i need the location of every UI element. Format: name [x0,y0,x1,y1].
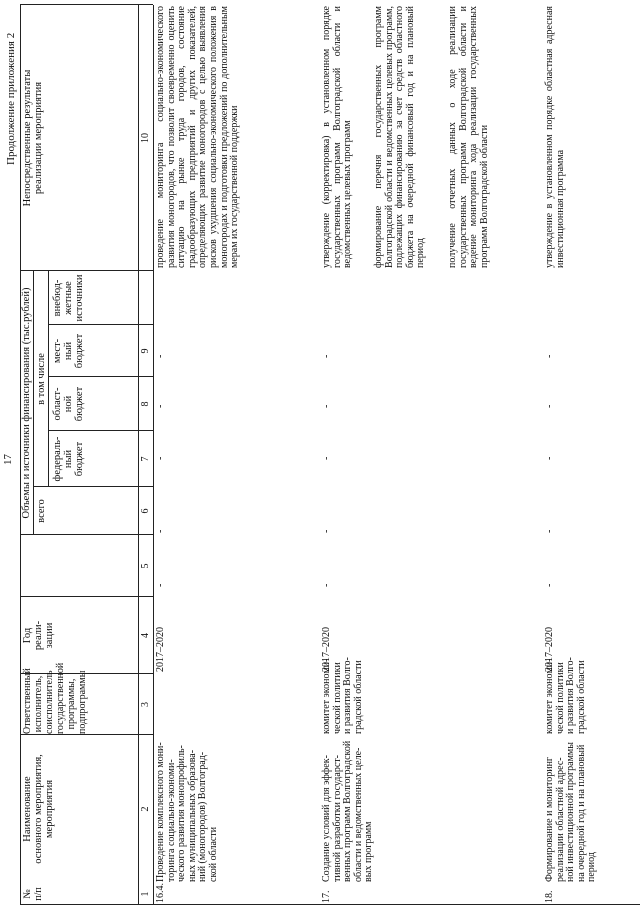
incl-sub-border [48,271,49,487]
row-result: формирование перечня государственных программ Волгоградской области и ведомственных целевых программ, подлежащих финансированию за счет средств областного бюджета на очередной финансовый год и на плановый период [373,6,427,268]
row-year: 2017–2020 [155,627,166,672]
row-result: проведение мониторинга социально-экономического развития моногородов, что позволит своевременно оценить ситуацию на рынке труда городов, состояние градообразующих предприятий и других показателей, определяющих развитие моногородов с целью выявления рисков ухудшения социально-экономического положения в моногородах и подготовки предложений по дополнительным мерам их государственной поддержки [155,6,241,268]
row-offbudget: - [544,354,555,358]
row-local: - [321,404,332,408]
row-federal: - [321,529,332,533]
page-number: 17 [2,454,14,465]
header-local: мест- ный бюджет [52,333,85,369]
col-number-10: 10 [140,133,151,143]
col-number-8: 8 [140,401,151,407]
header-regional: област- ной бюджет [52,386,85,422]
row-regional: - [155,456,166,460]
header-no-name [22,735,55,905]
row-name: Создание условий для эффек- тивной разработки государст- венных программ Волгоградской области и ведомственных целе- вых программ [321,740,375,882]
funding-sub-border [33,271,34,535]
header-total: всего [36,499,47,523]
row-offbudget: - [321,354,332,358]
continuation-note: Продолжение приложения 2 [5,32,17,165]
col-number-6: 6 [140,508,151,514]
row-federal: - [544,529,555,533]
col-number-row-border [153,5,154,905]
row-result: утверждение в установленном порядке областная адресная инвестиционная программа [544,6,566,268]
header-name: Наименование основного мероприятия, мероприятия [22,754,55,864]
row-local: - [544,404,555,408]
row-executor: комитет экономи- ческой политики и развития Волго- градской области [321,657,364,734]
header-federal: федераль- ный бюджет [52,436,85,482]
row-number: 18. [544,890,555,903]
header-funding: Объемы и источники финансирования (тыс.рублей) [21,287,32,519]
row-total: - [155,583,166,587]
col-number-2: 2 [140,806,151,812]
header-results: Непосредственные результаты реализации мероприятия [22,69,44,207]
row-name: Формирование и мониторинг реализации областной адрес- ной инвестиционной программы на очередной год и на плановый период [544,742,598,882]
row-federal: - [155,529,166,533]
row-result: получение отчетных данных о ходе реализации государственных программ Волгоградской области и ведение мониторинга хода реализации государственных программ Волгоградской области [447,6,490,268]
row-total: - [321,583,332,587]
row-year: 2017–2020 [544,627,555,672]
row-offbudget: - [155,354,166,358]
header-year: Год реали- зации [22,620,55,651]
col-sep-5 [33,486,153,487]
header-offbudget: внебюд- жетные источники [52,274,85,322]
row-result: утверждение (корректировка) в установленном порядке государственных программ Волгоградской области и ведомственных целевых программ [321,6,354,268]
row-number: 16.4. [155,883,166,903]
row-year: 2017–2020 [321,627,332,672]
row-regional: - [544,456,555,460]
header-no: № п/п [22,887,44,901]
col-number-1: 1 [140,891,151,897]
col-number-3: 3 [140,702,151,707]
row-number: 17. [321,890,332,903]
row-local: - [155,404,166,408]
col-number-9: 9 [140,348,151,354]
row-name: Проведение комплексного мони- торинга социально-экономи- ческого развития монопрофиль- ных муниципальных образова- ний (моногородов) Волгоград- ской области [155,742,219,882]
col-number-5: 5 [140,563,151,569]
row-total: - [544,583,555,587]
header-bottom-border [138,5,139,905]
col-number-7: 7 [140,456,151,462]
header-executor: Ответственный исполнитель, соисполнитель государственной программы, подпрограммы [22,662,88,734]
col-number-4: 4 [140,633,151,638]
row-executor: комитет экономи- ческой политики и развития Волго- градской области [544,657,587,734]
header-incl: в том числе [36,353,47,405]
row-regional: - [321,456,332,460]
